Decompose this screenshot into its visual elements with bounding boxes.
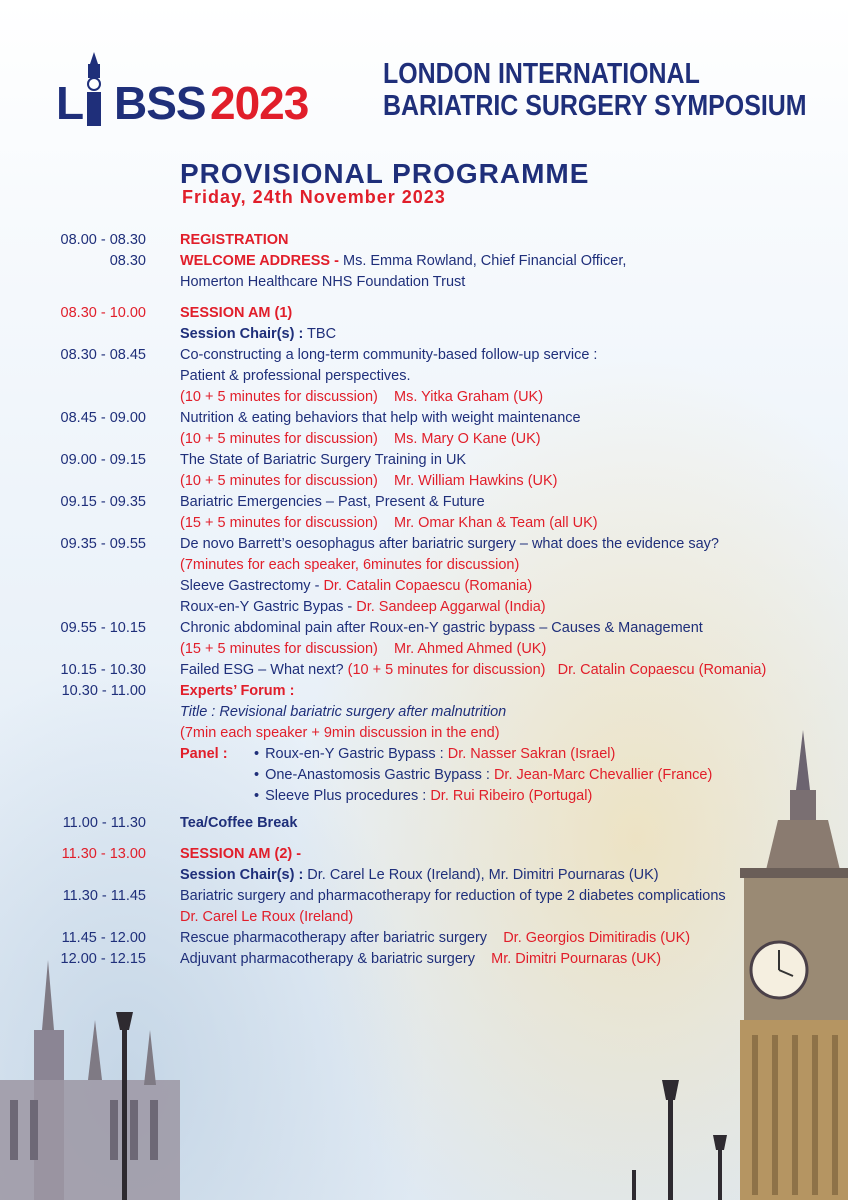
sub-talk-label: Roux-en-Y Gastric Bypas - (180, 599, 357, 615)
session-title: SESSION AM (1) (180, 305, 293, 321)
time-slot: 11.30 - 13.00 (61, 846, 146, 862)
talk-title: Rescue pharmacotherapy after bariatric surgery (180, 930, 488, 946)
sub-talk-label: Sleeve Gastrectomy - (180, 578, 324, 594)
schedule-row (0, 660, 848, 681)
schedule-row (0, 230, 848, 251)
welcome-title: WELCOME ADDRESS - (180, 253, 339, 269)
big-ben-logo-icon (82, 52, 106, 128)
talk-speaker: Dr. Sandeep Aggarwal (India) (356, 599, 546, 615)
talk-speaker: Ms. Mary O Kane (UK) (393, 431, 541, 447)
time-slot: 12.00 - 12.15 (60, 951, 146, 967)
talk-title-cont: Patient & professional perspectives. (180, 368, 411, 384)
talk-speaker: Mr. Omar Khan & Team (all UK) (393, 515, 598, 531)
talk-title: Bariatric surgery and pharmacotherapy for reduction of type 2 diabetes complications (180, 888, 726, 904)
panel-label: Panel : (180, 746, 228, 762)
panel-item: • One-Anastomosis Gastric Bypass : Dr. Jean-Marc Chevallier (France) (254, 767, 713, 783)
talk-title: Nutrition & eating behaviors that help with weight maintenance (180, 410, 581, 426)
time-slot: 08.45 - 09.00 (60, 410, 146, 426)
talk-speaker: Dr. Georgios Dimitiradis (UK) (503, 930, 691, 946)
time-slot: 09.00 - 09.15 (60, 452, 146, 468)
session-chair: Dr. Carel Le Roux (Ireland), Mr. Dimitri Pournaras (UK) (303, 867, 659, 883)
schedule-row (0, 928, 848, 949)
schedule-row (0, 534, 848, 618)
schedule-row (0, 408, 848, 450)
registration-title: REGISTRATION (180, 232, 289, 248)
logo-year: 2023 (210, 77, 309, 129)
schedule-row (0, 813, 848, 834)
programme-title: PROVISIONAL PROGRAMME (180, 158, 590, 189)
time-slot: 08.30 - 08.45 (60, 347, 146, 363)
talk-speaker: Dr. Jean-Marc Chevallier (France) (493, 767, 713, 783)
schedule-row (0, 618, 848, 660)
schedule-row (0, 681, 848, 807)
panel-item: • Roux-en-Y Gastric Bypass : Dr. Nasser Sakran (Israel) (254, 746, 616, 762)
time-slot: 11.30 - 11.45 (62, 888, 146, 904)
talk-title: Co-constructing a long-term community-based follow-up service : (180, 347, 598, 363)
talk-title: Failed ESG – What next? (180, 662, 348, 678)
schedule (0, 230, 848, 970)
talk-title: The State of Bariatric Surgery Training in UK (180, 452, 467, 468)
talk-speaker: Dr. Rui Ribeiro (Portugal) (430, 788, 593, 804)
libss-logo (52, 52, 322, 132)
talk-title: Chronic abdominal pain after Roux-en-Y gastric bypass – Causes & Management (180, 620, 703, 636)
talk-duration: (10 + 5 minutes for discussion) (180, 389, 378, 405)
forum-title: Experts’ Forum : (180, 683, 295, 699)
talk-duration: (10 + 5 minutes for discussion) (180, 473, 378, 489)
time-slot: 08.00 - 08.30 (60, 232, 146, 248)
time-slot: 10.15 - 10.30 (60, 662, 146, 678)
time-slot: 11.45 - 12.00 (61, 930, 146, 946)
time-slot: 09.35 - 09.55 (60, 536, 146, 552)
event-title: LONDON INTERNATIONAL BARIATRIC SURGERY SYMPOSIUM (383, 58, 807, 122)
talk-speaker: Dr. Catalin Copaescu (Romania) (557, 662, 767, 678)
talk-title: Adjuvant pharmacotherapy & bariatric surgery (180, 951, 475, 967)
talk-speaker: Mr. William Hawkins (UK) (393, 473, 558, 489)
session-chair-label: Session Chair(s) : (180, 326, 304, 342)
forum-subtitle: Title : Revisional bariatric surgery after malnutrition (180, 704, 507, 720)
schedule-row (0, 492, 848, 534)
time-slot: 09.15 - 09.35 (60, 494, 146, 510)
session-chair: TBC (303, 326, 337, 342)
panel-item: • Sleeve Plus procedures : Dr. Rui Ribeiro (Portugal) (254, 788, 593, 804)
talk-duration: (15 + 5 minutes for discussion) (180, 641, 378, 657)
logo-letter-l: L (56, 77, 85, 129)
break-title: Tea/Coffee Break (180, 815, 298, 831)
talk-title: De novo Barrett’s oesophagus after bariatric surgery – what does the evidence say? (180, 536, 719, 552)
schedule-row (0, 303, 848, 345)
talk-duration: (7minutes for each speaker, 6minutes for discussion) (180, 557, 520, 573)
schedule-row (0, 949, 848, 970)
talk-speaker: Dr. Carel Le Roux (Ireland) (180, 909, 354, 925)
schedule-row (0, 886, 848, 928)
talk-title: Bariatric Emergencies – Past, Present & Future (180, 494, 485, 510)
schedule-row (0, 251, 848, 293)
programme-date: Friday, 24th November 2023 (182, 187, 446, 207)
talk-speaker: Dr. Catalin Copaescu (Romania) (323, 578, 533, 594)
talk-speaker: Mr. Ahmed Ahmed (UK) (393, 641, 547, 657)
schedule-row (0, 450, 848, 492)
time-slot: 08.30 - 10.00 (60, 305, 146, 321)
talk-duration: (15 + 5 minutes for discussion) (180, 515, 378, 531)
time-slot: 11.00 - 11.30 (62, 815, 146, 831)
forum-duration: (7min each speaker + 9min discussion in the end) (180, 725, 500, 741)
schedule-row (0, 345, 848, 408)
welcome-speaker: Ms. Emma Rowland, Chief Financial Officer, (338, 253, 627, 269)
session-title: SESSION AM (2) - (180, 846, 302, 862)
talk-speaker: Mr. Dimitri Pournaras (UK) (491, 951, 662, 967)
talk-speaker: Dr. Nasser Sakran (Israel) (447, 746, 616, 762)
talk-duration: (10 + 5 minutes for discussion) (347, 662, 546, 678)
talk-duration: (10 + 5 minutes for discussion) (180, 431, 378, 447)
session-chair-label: Session Chair(s) : (180, 867, 304, 883)
welcome-org: Homerton Healthcare NHS Foundation Trust (180, 274, 466, 290)
logo-letters: BSS (114, 77, 206, 129)
time-slot: 10.30 - 11.00 (61, 683, 146, 699)
schedule-row (0, 844, 848, 886)
time-slot: 08.30 (109, 253, 146, 269)
talk-speaker: Ms. Yitka Graham (UK) (393, 389, 544, 405)
time-slot: 09.55 - 10.15 (60, 620, 146, 636)
